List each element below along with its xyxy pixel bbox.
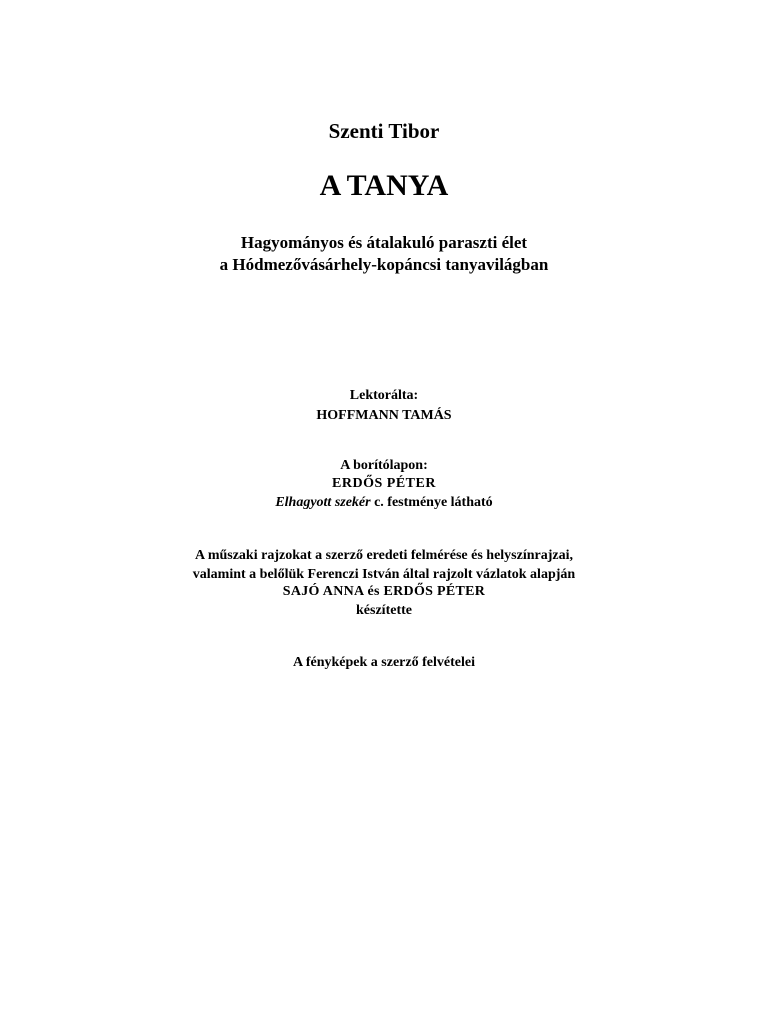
- subtitle-line-1: Hagyományos és átalakuló paraszti élet: [240, 233, 528, 252]
- author-name: Szenti Tibor: [328, 119, 440, 143]
- cover-label: A borítólapon:: [340, 458, 428, 473]
- cover-work-title: Elhagyott szekér: [275, 495, 371, 510]
- photo-credit: A fényképek a szerző felvételei: [293, 655, 475, 670]
- cover-description-rest: c. festménye látható: [370, 495, 493, 510]
- lector-label: Lektorálta:: [349, 388, 419, 403]
- cover-artist: ERDŐS PÉTER: [332, 476, 436, 491]
- drawings-line-2: valamint a belőlük Ferenczi István által rajzolt vázlatok alapján: [192, 567, 576, 582]
- subtitle-line-2: a Hódmezővásárhely-kopáncsi tanyavilágban: [219, 255, 549, 274]
- book-title: A TANYA: [319, 169, 449, 202]
- cover-description: [0, 493, 768, 513]
- drawings-line-1: A műszaki rajzokat a szerző eredeti felmérése és helyszínrajzai,: [194, 548, 573, 563]
- drawings-line-4: készítette: [356, 603, 412, 618]
- lector-name: HOFFMANN TAMÁS: [316, 408, 452, 423]
- drawings-line-3: SAJÓ ANNA és ERDŐS PÉTER: [282, 584, 486, 599]
